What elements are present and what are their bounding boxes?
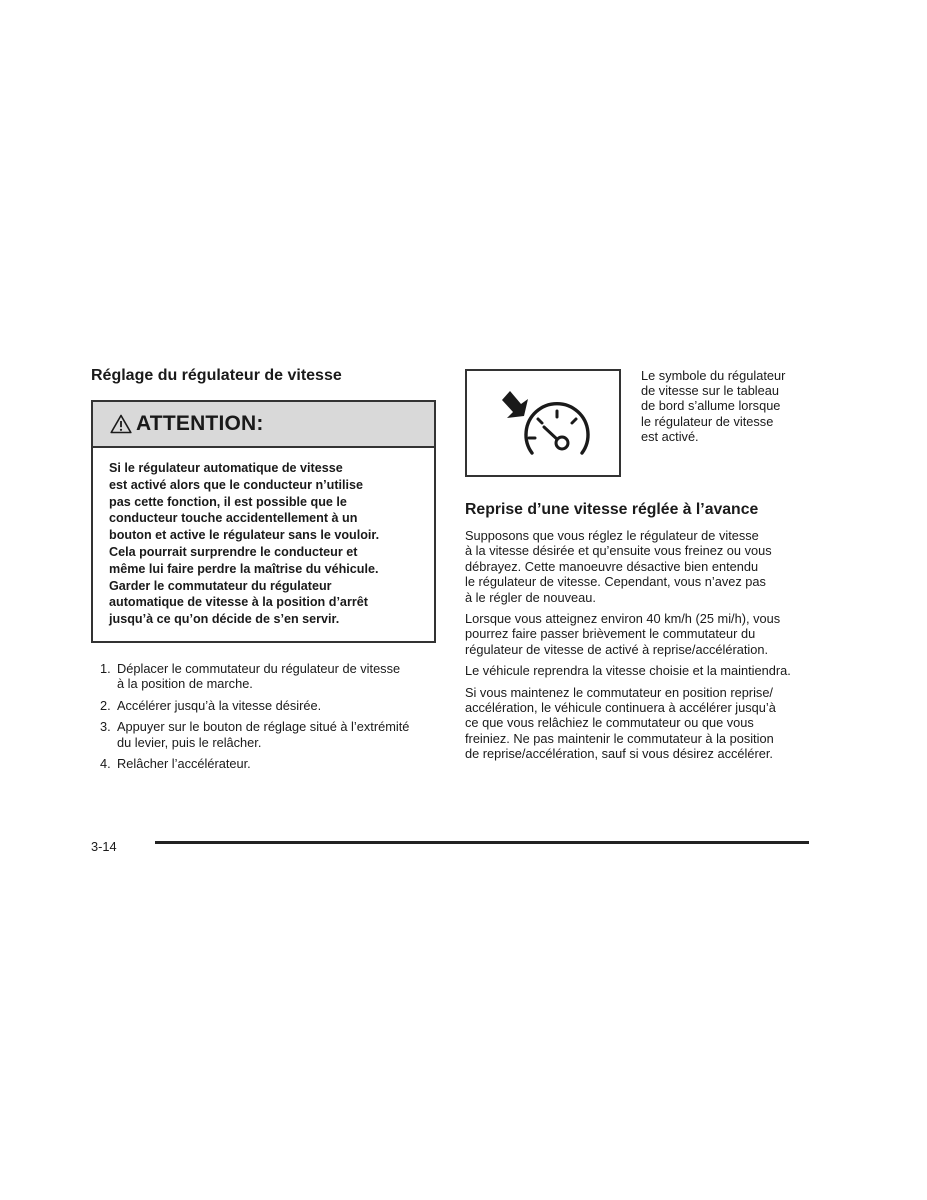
list-item [91, 661, 436, 692]
symbol-row [465, 369, 810, 477]
caution-line: même lui faire perdre la maîtrise du véhicule. [109, 561, 379, 576]
step-line: Relâcher l’accélérateur. [117, 756, 251, 771]
step-line: Accélérer jusqu’à la vitesse désirée. [117, 697, 322, 713]
caution-line: Cela pourrait surprendre le conducteur et [109, 544, 358, 559]
paragraph [465, 611, 810, 657]
caution-header [93, 402, 434, 448]
paragraph-line: débrayez. Cette manoeuvre désactive bien entendu [465, 558, 759, 574]
paragraph [465, 528, 810, 605]
paragraph-line: ce que vous relâchiez le commutateur ou que vous [465, 715, 754, 731]
paragraph-line: régulateur de vitesse de activé à reprise/accélération. [465, 641, 769, 657]
caution-line: est activé alors que le conducteur n’utilise [109, 477, 364, 492]
right-column [465, 369, 810, 768]
page-number: 3-14 [91, 839, 117, 854]
caution-line: Si le régulateur automatique de vitesse [109, 461, 343, 475]
step-number: 3. [100, 719, 111, 735]
caution-line: bouton et active le régulateur sans le vouloir. [109, 528, 380, 543]
cruise-control-speedometer-icon [488, 383, 598, 463]
symbol-frame [465, 369, 621, 477]
step-text [117, 698, 436, 713]
paragraph-line: à la vitesse désirée et qu’ensuite vous freinez ou vous [465, 543, 772, 559]
caution-title: ATTENTION: [136, 412, 264, 435]
list-item [91, 756, 436, 771]
caption-line: de vitesse sur le tableau [641, 383, 780, 399]
step-number: 4. [100, 756, 111, 771]
list-item [91, 698, 436, 713]
paragraph-line: Lorsque vous atteignez environ 40 km/h (25 mi/h), vous [465, 611, 781, 627]
paragraph-line: à le régler de nouveau. [465, 589, 596, 605]
section-heading: Réglage du régulateur de vitesse [91, 367, 342, 384]
paragraph [465, 685, 810, 762]
caution-line: jusqu’à ce qu’on décide de s’en servir. [109, 612, 340, 627]
caption-line: Le symbole du régulateur [641, 368, 786, 383]
caution-line: pas cette fonction, il est possible que le [109, 494, 347, 509]
caution-line: Garder le commutateur du régulateur [109, 578, 332, 593]
step-line: Déplacer le commutateur du régulateur de vitesse [117, 660, 401, 676]
paragraph-line: Supposons que vous réglez le régulateur de vitesse [465, 528, 759, 543]
paragraph-line: accélération, le véhicule continuera à accélérer jusqu’à [465, 700, 776, 716]
warning-triangle-icon [110, 414, 132, 434]
paragraph-line: de reprise/accélération, sauf si vous désirez accélérer. [465, 746, 773, 762]
caption-line: est activé. [641, 428, 699, 444]
steps-list [91, 661, 436, 771]
footer-rule [155, 841, 809, 844]
paragraph-line: le régulateur de vitesse. Cependant, vous n’avez pas [465, 574, 766, 590]
sub-heading: Reprise d’une vitesse réglée à l’avance [465, 501, 759, 518]
caution-box [91, 400, 436, 643]
caution-line: conducteur touche accidentellement à un [109, 511, 358, 526]
caution-line: automatique de vitesse à la position d’arrêt [109, 595, 368, 610]
list-item [91, 719, 436, 750]
paragraph-line: freiniez. Ne pas maintenir le commutateur à la position [465, 730, 774, 746]
left-column [91, 366, 436, 777]
symbol-caption [641, 368, 810, 444]
caution-text [93, 448, 434, 641]
step-line: Appuyer sur le bouton de réglage situé à l’extrémité [117, 719, 410, 735]
step-text [117, 756, 436, 771]
step-number: 1. [100, 660, 111, 676]
caption-line: le régulateur de vitesse [641, 413, 774, 429]
caption-line: de bord s’allume lorsque [641, 398, 781, 414]
step-text [117, 719, 436, 750]
step-text [117, 661, 436, 692]
paragraph-line: pourrez faire passer brièvement le commutateur du [465, 626, 756, 642]
paragraph [465, 663, 810, 678]
step-number: 2. [100, 697, 111, 713]
step-line: du levier, puis le relâcher. [117, 734, 262, 750]
step-line: à la position de marche. [117, 676, 253, 692]
paragraph-line: Le véhicule reprendra la vitesse choisie et la maintiendra. [465, 663, 791, 679]
paragraph-line: Si vous maintenez le commutateur en position reprise/ [465, 684, 773, 700]
